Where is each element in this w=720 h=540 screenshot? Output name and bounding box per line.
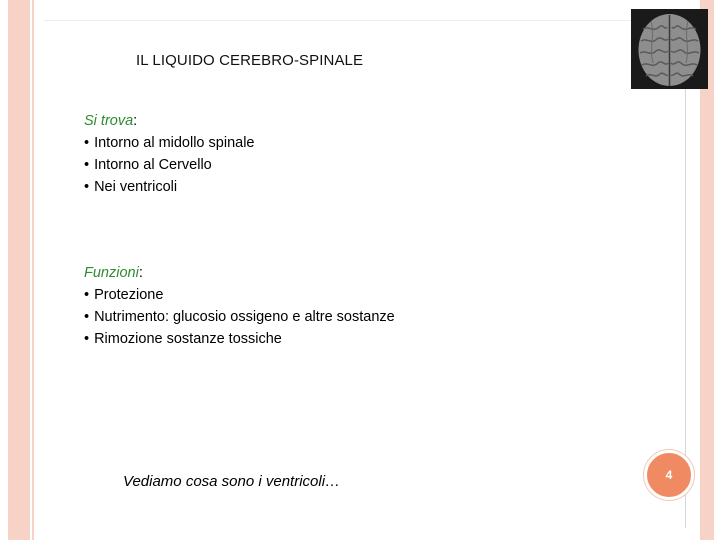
bullet-mark: • <box>84 179 90 195</box>
section-functions-heading-colon: : <box>138 265 143 281</box>
section-functions-heading <box>84 262 395 284</box>
left-decor-stripe <box>8 0 30 540</box>
section-location-heading-colon: : <box>133 113 138 129</box>
list-item <box>84 284 395 306</box>
list-item-text: Intorno al Cervello <box>94 157 212 173</box>
section-location-heading-word: Si trova <box>84 113 134 129</box>
left-decor-line <box>32 0 34 540</box>
brain-icon <box>631 9 708 89</box>
list-item-text: Rimozione sostanze tossiche <box>94 331 282 347</box>
slide-frame-right <box>685 20 686 528</box>
brain-image <box>631 9 708 89</box>
bullet-mark: • <box>84 157 90 173</box>
list-item-text: Intorno al midollo spinale <box>94 135 255 151</box>
footer-text: Vediamo cosa sono i ventricoli… <box>123 473 341 490</box>
list-item-text: Nei ventricoli <box>94 179 178 195</box>
slide-frame-top <box>44 20 685 21</box>
slide-title: IL LIQUIDO CEREBRO-SPINALE <box>136 52 364 69</box>
bullet-mark: • <box>84 309 90 325</box>
section-functions <box>84 262 395 350</box>
list-item <box>84 154 254 176</box>
section-location-heading <box>84 110 254 132</box>
list-item-text: Nutrimento: glucosio ossigeno e altre sostanze <box>94 309 395 325</box>
list-item <box>84 132 254 154</box>
section-location <box>84 110 254 198</box>
bullet-mark: • <box>84 331 90 347</box>
list-item-text: Protezione <box>94 287 164 303</box>
list-item <box>84 176 254 198</box>
page-number-badge: 4 <box>644 450 694 500</box>
bullet-mark: • <box>84 287 90 303</box>
list-item <box>84 328 395 350</box>
list-item <box>84 306 395 328</box>
bullet-mark: • <box>84 135 90 151</box>
section-functions-heading-word: Funzioni <box>84 265 139 281</box>
